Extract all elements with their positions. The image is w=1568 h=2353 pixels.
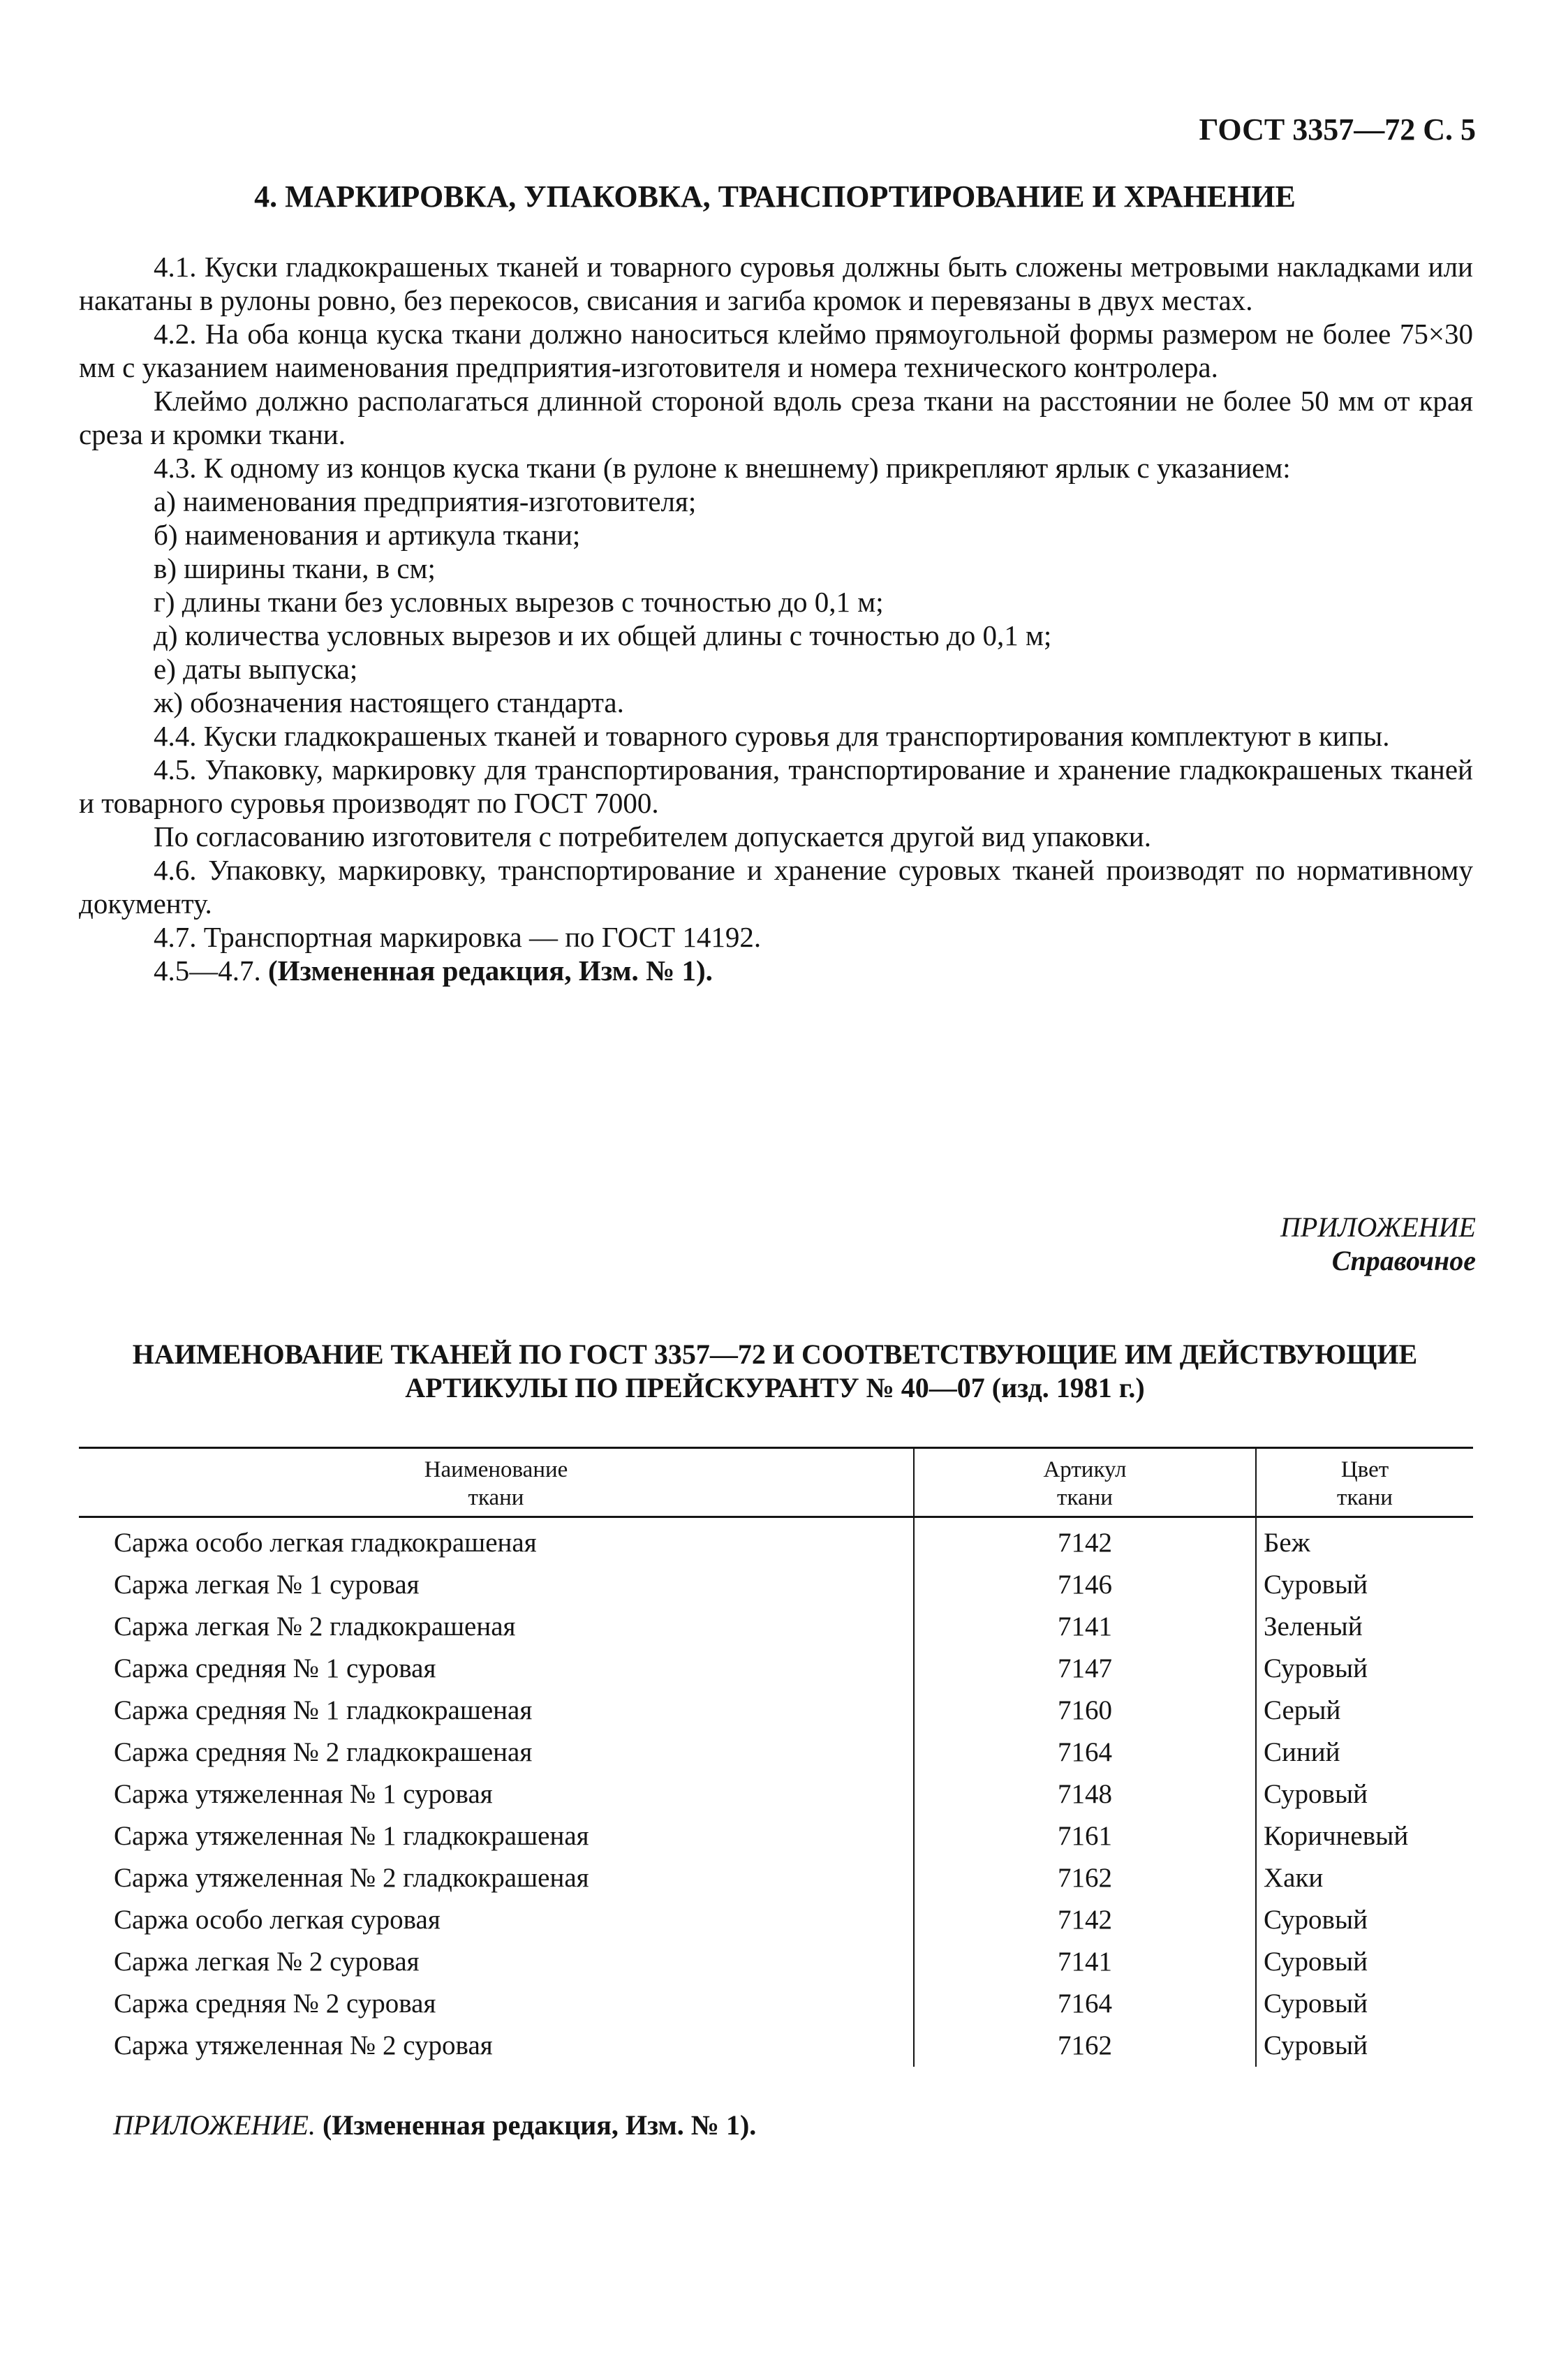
list-item: ж) обозначения настоящего стандарта.	[154, 686, 624, 718]
table-row	[79, 1983, 1473, 2025]
cell-name: Саржа средняя № 2 суровая	[114, 1989, 436, 2019]
cell-color: Суровый	[1264, 2030, 1368, 2060]
table-row	[79, 1690, 1473, 1732]
cell-color: Коричневый	[1264, 1821, 1409, 1851]
table-header-row	[79, 1448, 1473, 1517]
cell-name: Саржа легкая № 2 гладкокрашеная	[114, 1611, 516, 1642]
paragraph-4-3: 4.3. К одному из концов куска ткани (в рулоне к внешнему) прикрепляют ярлык с указанием:	[154, 452, 1291, 484]
paragraph-4-2: 4.2. На оба конца куска ткани должно наноситься клеймо прямоугольной формы размером не более 75×30 мм с указанием наименования предприятия-изготовителя и номера технического контролера.	[79, 318, 1473, 383]
cell-article: 7162	[914, 2025, 1256, 2067]
cell-article: 7164	[914, 1983, 1256, 2025]
appendix-title-line-2: АРТИКУЛЫ ПО ПРЕЙСКУРАНТУ № 40—07 (изд. 1981 г.)	[405, 1372, 1145, 1403]
appendix-note-text: (Измененная редакция, Изм. № 1).	[315, 2109, 757, 2141]
cell-article: 7161	[914, 1815, 1256, 1857]
list-item: д) количества условных вырезов и их общей длины с точностью до 0,1 м;	[154, 619, 1052, 651]
cell-color: Суровый	[1264, 1779, 1368, 1809]
cell-article: 7146	[914, 1564, 1256, 1606]
cell-article: 7142	[914, 1517, 1256, 1565]
appendix-label	[1280, 1211, 1476, 1278]
cell-color: Суровый	[1264, 1905, 1368, 1935]
cell-name: Саржа утяжеленная № 2 суровая	[114, 2030, 493, 2060]
header-name	[79, 1448, 914, 1517]
amendment-note	[79, 954, 1473, 987]
cell-article: 7147	[914, 1648, 1256, 1690]
appendix-amendment-note	[113, 2109, 756, 2141]
table-row	[79, 1732, 1473, 1773]
table-body	[79, 1517, 1473, 2067]
list-item: г) длины ткани без условных вырезов с точностью до 0,1 м;	[154, 586, 884, 618]
cell-article: 7148	[914, 1773, 1256, 1815]
cell-name: Саржа утяжеленная № 1 суровая	[114, 1779, 493, 1809]
cell-color: Суровый	[1264, 1653, 1368, 1683]
cell-name: Саржа утяжеленная № 2 гладкокрашеная	[114, 1863, 589, 1893]
cell-article: 7162	[914, 1857, 1256, 1899]
header-color-line-1: Цвет	[1340, 1457, 1389, 1482]
section-body	[79, 250, 1473, 987]
amendment-range: 4.5—4.7.	[154, 954, 268, 987]
cell-color: Хаки	[1264, 1863, 1324, 1893]
amendment-text: (Измененная редакция, Изм. № 1).	[268, 954, 713, 987]
header-color-line-2: ткани	[1337, 1485, 1393, 1510]
paragraph-4-2-continued: Клеймо должно располагаться длинной стороной вдоль среза ткани на расстоянии не более 50 мм от края среза и кромки ткани.	[79, 385, 1473, 450]
list-item: е) даты выпуска;	[154, 653, 358, 685]
fabric-table	[79, 1447, 1473, 2067]
cell-color: Суровый	[1264, 1947, 1368, 1977]
list-item: б) наименования и артикула ткани;	[154, 519, 581, 551]
table-row	[79, 1517, 1473, 1565]
running-head: ГОСТ 3357—72 С. 5	[1199, 112, 1476, 147]
cell-name: Саржа легкая № 1 суровая	[114, 1570, 420, 1600]
cell-article: 7164	[914, 1732, 1256, 1773]
header-color	[1256, 1448, 1473, 1517]
cell-color: Синий	[1264, 1737, 1340, 1767]
section-title: 4. МАРКИРОВКА, УПАКОВКА, ТРАНСПОРТИРОВАНИЕ И ХРАНЕНИЕ	[254, 179, 1296, 214]
list-item: а) наименования предприятия-изготовителя;	[154, 485, 697, 517]
cell-color: Суровый	[1264, 1570, 1368, 1600]
table-row	[79, 1606, 1473, 1648]
table-row	[79, 1899, 1473, 1941]
cell-name: Саржа особо легкая суровая	[114, 1905, 441, 1935]
table-row	[79, 2025, 1473, 2067]
paragraph-4-7: 4.7. Транспортная маркировка — по ГОСТ 14192.	[154, 921, 762, 953]
appendix-label-sub: Справочное	[1331, 1245, 1476, 1276]
header-article-line-1: Артикул	[1043, 1457, 1127, 1482]
cell-article: 7141	[914, 1941, 1256, 1983]
list-item: в) ширины ткани, в см;	[154, 552, 436, 584]
cell-article: 7141	[914, 1606, 1256, 1648]
table-row	[79, 1564, 1473, 1606]
table-row	[79, 1941, 1473, 1983]
cell-color: Беж	[1264, 1528, 1310, 1558]
cell-article: 7142	[914, 1899, 1256, 1941]
cell-name: Саржа средняя № 2 гладкокрашеная	[114, 1737, 533, 1767]
paragraph-4-4: 4.4. Куски гладкокрашеных тканей и товарного суровья для транспортирования комплектуют в кипы.	[154, 720, 1390, 752]
paragraph-4-5-continued: По согласованию изготовителя с потребителем допускается другой вид упаковки.	[154, 820, 1151, 853]
header-name-line-1: Наименование	[424, 1457, 568, 1482]
cell-article: 7160	[914, 1690, 1256, 1732]
cell-name: Саржа легкая № 2 суровая	[114, 1947, 420, 1977]
header-article-line-2: ткани	[1057, 1485, 1113, 1510]
cell-name: Саржа средняя № 1 гладкокрашеная	[114, 1695, 533, 1725]
table-row	[79, 1648, 1473, 1690]
cell-color: Серый	[1264, 1695, 1341, 1725]
header-name-line-2: ткани	[468, 1485, 524, 1510]
appendix-title-line-1: НАИМЕНОВАНИЕ ТКАНЕЙ ПО ГОСТ 3357—72 И СООТВЕТСТВУЮЩИЕ ИМ ДЕЙСТВУЮЩИЕ	[132, 1338, 1418, 1370]
cell-name: Саржа особо легкая гладкокрашеная	[114, 1528, 537, 1558]
cell-name: Саржа утяжеленная № 1 гладкокрашеная	[114, 1821, 589, 1851]
paragraph-4-6: 4.6. Упаковку, маркировку, транспортирование и хранение суровых тканей производят по нормативному документу.	[79, 854, 1473, 920]
appendix-label-title: ПРИЛОЖЕНИЕ	[1280, 1211, 1476, 1243]
table-row	[79, 1815, 1473, 1857]
cell-color: Суровый	[1264, 1989, 1368, 2019]
table-row	[79, 1773, 1473, 1815]
paragraph-4-1: 4.1. Куски гладкокрашеных тканей и товарного суровья должны быть сложены метровыми накладками или накатаны в рулоны ровно, без перекосов, свисания и загиба кромок и перевязаны в двух местах.	[79, 251, 1473, 316]
appendix-note-prefix: ПРИЛОЖЕНИЕ.	[113, 2109, 316, 2141]
header-article	[914, 1448, 1256, 1517]
appendix-title	[77, 1338, 1473, 1405]
cell-name: Саржа средняя № 1 суровая	[114, 1653, 436, 1683]
paragraph-4-5: 4.5. Упаковку, маркировку для транспортирования, транспортирование и хранение гладкокрашеных тканей и товарного суровья производят по ГОСТ 7000.	[79, 753, 1473, 819]
table-row	[79, 1857, 1473, 1899]
cell-color: Зеленый	[1264, 1611, 1363, 1642]
